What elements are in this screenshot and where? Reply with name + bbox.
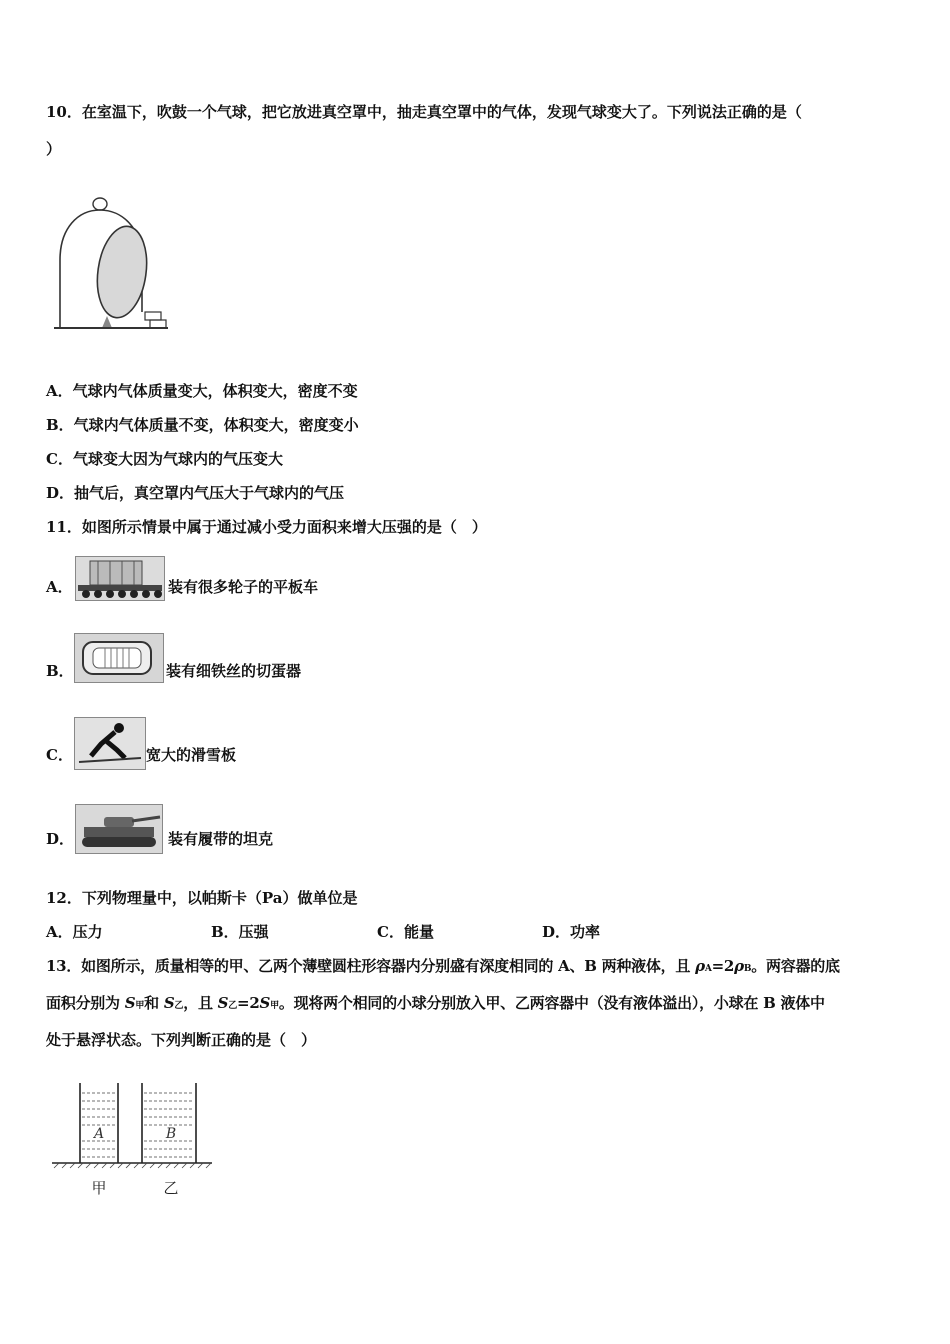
q11-option-c-letter: C．: [46, 746, 73, 764]
q10-stem-line2: ）: [46, 140, 62, 158]
q13-stem-line2: 面积分别为 S甲和 S乙，且 S乙=2S甲。现将两个相同的小球分别放入甲、乙两容器中（没有液体溢出），小球在 B 液体中: [46, 994, 825, 1012]
container-yi-caption: 乙: [163, 1179, 179, 1197]
tank-image: [75, 804, 163, 854]
bell-jar-figure: [50, 190, 175, 340]
q10-option-c: C．气球变大因为气球内的气压变大: [46, 450, 283, 468]
q12-option-b: B．压强: [211, 923, 269, 941]
q11-option-a-letter: A．: [46, 578, 73, 596]
flatbed-truck-image: [75, 556, 165, 601]
q11-option-b-letter: B．: [46, 662, 74, 680]
liquid-b-label: B: [165, 1126, 177, 1142]
q11-option-d-letter: D．: [46, 830, 75, 848]
q12-option-d: D．功率: [542, 923, 601, 941]
q10-option-a: A．气球内气体质量变大，体积变大，密度不变: [46, 382, 358, 400]
q13-stem-line1: 13．如图所示，质量相等的甲、乙两个薄壁圆柱形容器内分别盛有深度相同的 A、B 两种液体，且 ρA=2ρB。两容器的底: [46, 957, 840, 975]
q13-stem-line3: 处于悬浮状态。下列判断正确的是（ ）: [46, 1031, 317, 1049]
liquid-a-label: A: [93, 1126, 105, 1142]
q10-option-b: B．气球内气体质量不变，体积变大，密度变小: [46, 416, 359, 434]
q11-option-c-text: 宽大的滑雪板: [146, 746, 237, 764]
egg-slicer-image: [74, 633, 164, 683]
q12-stem: 12．下列物理量中，以帕斯卡（Pa）做单位是: [46, 889, 358, 907]
skier-image: [74, 717, 146, 770]
q12-option-c: C．能量: [377, 923, 434, 941]
q11-stem: 11．如图所示情景中属于通过减小受力面积来增大压强的是（ ）: [46, 518, 487, 536]
q11-option-d-text: 装有履带的坦克: [168, 830, 274, 848]
q11-option-b-text: 装有细铁丝的切蛋器: [166, 662, 302, 680]
q12-option-a: A．压力: [46, 923, 103, 941]
containers-figure: [50, 1075, 220, 1205]
q10-option-d: D．抽气后，真空罩内气压大于气球内的气压: [46, 484, 345, 502]
q10-stem-line1: 10．在室温下，吹鼓一个气球，把它放进真空罩中，抽走真空罩中的气体，发现气球变大了。下列说法正确的是（: [46, 103, 802, 121]
q11-option-a-text: 装有很多轮子的平板车: [168, 578, 319, 596]
container-jia-caption: 甲: [91, 1179, 107, 1197]
